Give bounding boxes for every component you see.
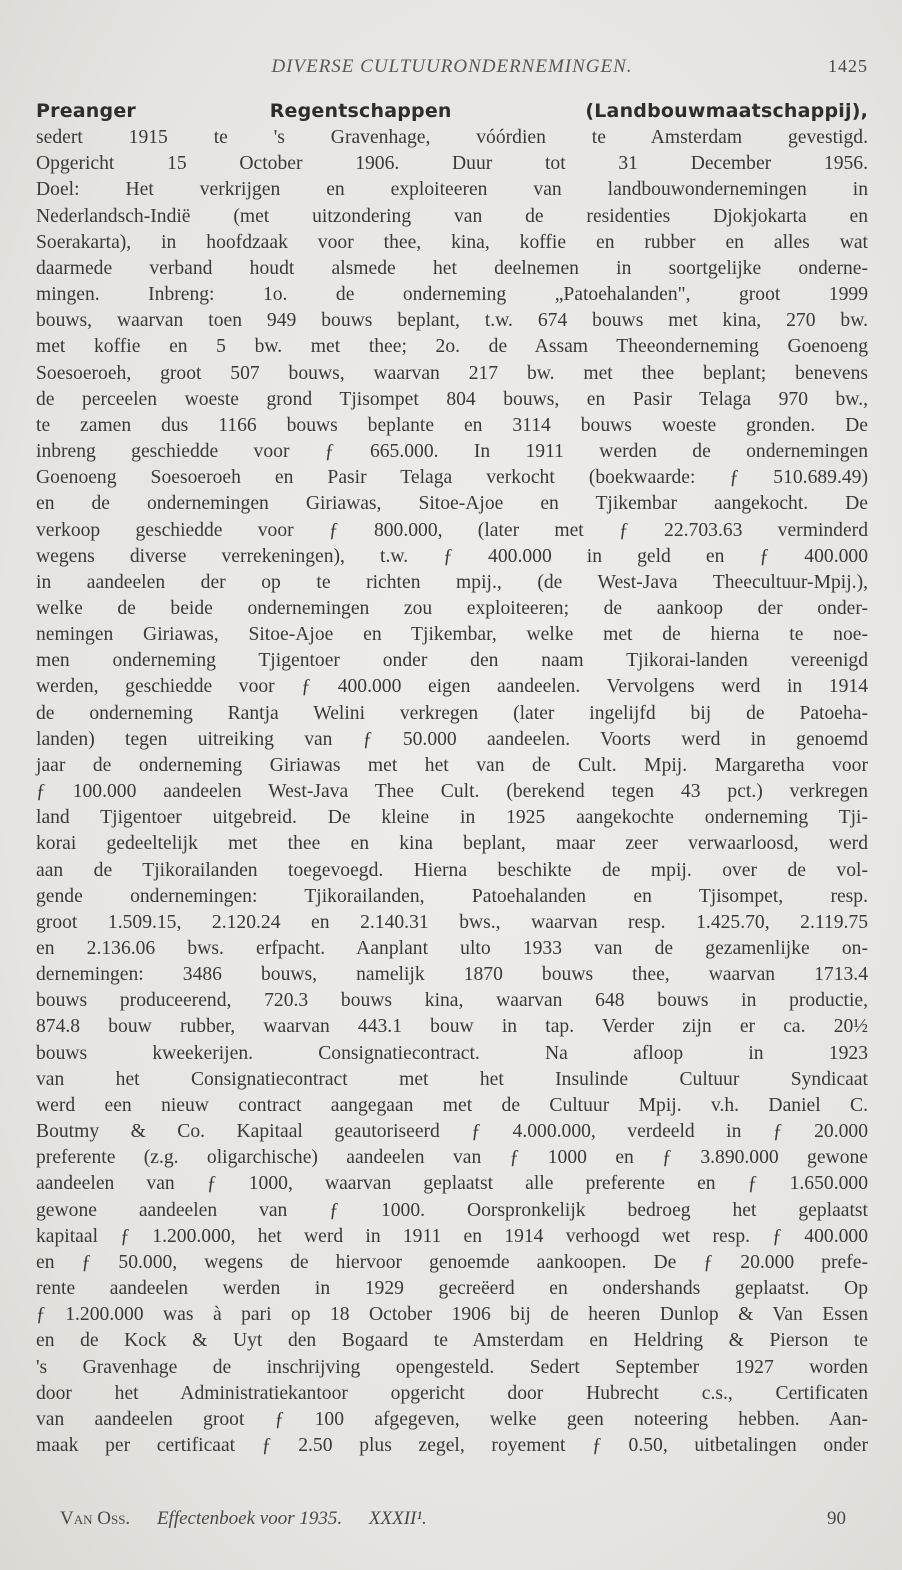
text-line: Goenoeng Soesoeroeh en Pasir Telaga verkocht (boekwaarde: ƒ 510.689.49) <box>36 467 868 489</box>
text-line: bouws produceerend, 720.3 bouws kina, waarvan 648 bouws in productie, <box>36 990 868 1012</box>
text-line: door het Administratiekantoor opgericht door Hubrecht c.s., Certificaten <box>36 1382 868 1404</box>
text-line: mingen. Inbreng: 1o. de onderneming „Patoehalanden", groot 1999 <box>36 284 868 306</box>
text-line: inbreng geschiedde voor ƒ 665.000. In 1911 werden de ondernemingen <box>36 441 868 463</box>
text-line: ƒ 1.200.000 was à pari op 18 October 1906 bij de heeren Dunlop & Van Essen <box>36 1304 868 1326</box>
footer-title: Effectenboek voor 1935. <box>156 1508 343 1529</box>
text-line: dernemingen: 3486 bouws, namelijk 1870 bouws thee, waarvan 1713.4 <box>36 964 868 986</box>
text-line: aandeelen van ƒ 1000, waarvan geplaatst alle preferente en ƒ 1.650.000 <box>36 1173 868 1195</box>
text-line: verkoop geschiedde voor ƒ 800.000, (later met ƒ 22.703.63 verminderd <box>36 519 868 541</box>
text-line: preferente (z.g. oligarchische) aandeelen van ƒ 1000 en ƒ 3.890.000 gewone <box>36 1147 868 1169</box>
text-line: landen) tegen uitreiking van ƒ 50.000 aandeelen. Voorts werd in genoemd <box>36 728 868 750</box>
text-line: rente aandeelen werden in 1929 gecreëerd en ondershands geplaatst. Op <box>36 1278 868 1300</box>
text-line: werd een nieuw contract aangegaan met de Cultuur Mpij. v.h. Daniel C. <box>36 1094 868 1116</box>
text-line: Boutmy & Co. Kapitaal geautoriseerd ƒ 4.000.000, verdeeld in ƒ 20.000 <box>36 1121 868 1143</box>
text-line: Soerakarta), in hoofdzaak voor thee, kina, koffie en rubber en alles wat <box>36 231 868 253</box>
text-line: Soesoeroeh, groot 507 bouws, waarvan 217 bw. met thee beplant; benevens <box>36 362 868 384</box>
text-line: welke de beide ondernemingen zou exploiteeren; de aankoop der onder- <box>36 597 868 619</box>
text-line: wegens diverse verrekeningen), t.w. ƒ 400.000 in geld en ƒ 400.000 <box>36 545 868 567</box>
text-line: groot 1.509.15, 2.120.24 en 2.140.31 bws., waarvan resp. 1.425.70, 2.119.75 <box>36 911 868 933</box>
company-heading-line <box>36 98 868 125</box>
text-line: men onderneming Tjigentoer onder den naam Tjikorai-landen vereenigd <box>36 650 868 672</box>
text-line: jaar de onderneming Giriawas met het van de Cult. Mpij. Margaretha voor <box>36 754 868 776</box>
text-line: 's Gravenhage de inschrijving opengesteld. Sedert September 1927 worden <box>36 1356 868 1378</box>
text-line: werden, geschiedde voor ƒ 400.000 eigen aandeelen. Vervolgens werd in 1914 <box>36 676 868 698</box>
text-line: Doel: Het verkrijgen en exploiteeren van landbouwondernemingen in <box>36 179 868 201</box>
text-line: de perceelen woeste grond Tjisompet 804 bouws, en Pasir Telaga 970 bw., <box>36 388 868 410</box>
text-line: en ƒ 50.000, wegens de hiervoor genoemde aankoopen. De ƒ 20.000 prefe- <box>36 1251 868 1273</box>
text-line: de onderneming Rantja Welini verkregen (later ingelijfd bij de Patoeha- <box>36 702 868 724</box>
text-line: bouws kweekerijen. Consignatiecontract. Na afloop in 1923 <box>36 1042 868 1064</box>
text-line: gende ondernemingen: Tjikorailanden, Patoehalanden en Tjisompet, resp. <box>36 885 868 907</box>
text-line: en de ondernemingen Giriawas, Sitoe-Ajoe en Tjikembar aangekocht. De <box>36 493 868 515</box>
running-title: DIVERSE CULTUURONDERNEMINGEN. <box>271 56 633 77</box>
text-line: Opgericht 15 October 1906. Duur tot 31 December 1956. <box>36 153 868 175</box>
footer-author: Van Oss. <box>60 1508 131 1529</box>
text-line: met koffie en 5 bw. met thee; 2o. de Assam Theeonderneming Goenoeng <box>36 336 868 358</box>
text-line: bouws, waarvan toen 949 bouws beplant, t.w. 674 bouws met kina, 270 bw. <box>36 310 868 332</box>
text-line: te zamen dus 1166 bouws beplante en 3114 bouws woeste gronden. De <box>36 414 868 436</box>
text-line: en 2.136.06 bws. erfpacht. Aanplant ulto 1933 van de gezamenlijke on- <box>36 938 868 959</box>
text-line: land Tjigentoer uitgebreid. De kleine in 1925 aangekochte onderneming Tji- <box>36 807 868 829</box>
page-footer <box>60 1508 846 1530</box>
running-header <box>36 56 868 90</box>
text-line: sedert 1915 te 's Gravenhage, vóórdien te Amsterdam gevestigd. <box>36 127 868 149</box>
text-line: ƒ 100.000 aandeelen West-Java Thee Cult. (berekend tegen 43 pct.) verkregen <box>36 781 868 803</box>
text-line: van aandeelen groot ƒ 100 afgegeven, welke geen noteering hebben. Aan- <box>36 1408 868 1430</box>
text-line: daarmede verband houdt alsmede het deelnemen in soortgelijke onderne- <box>36 257 868 279</box>
text-line: en de Kock & Uyt den Bogaard te Amsterdam en Heldring & Pierson te <box>36 1330 868 1352</box>
page-number: 1425 <box>828 56 868 76</box>
text-lines <box>36 125 868 1459</box>
text-line: nemingen Giriawas, Sitoe-Ajoe en Tjikembar, welke met de hierna te noe- <box>36 624 868 646</box>
text-line: maak per certificaat ƒ 2.50 plus zegel, royement ƒ 0.50, uitbetalingen onder <box>36 1434 868 1456</box>
text-line: van het Consignatiecontract met het Insulinde Cultuur Syndicaat <box>36 1068 868 1090</box>
text-line: Nederlandsch-Indië (met uitzondering van de residenties Djokjokarta en <box>36 205 868 227</box>
text-line: aan de Tjikorailanden toegevoegd. Hierna beschikte de mpij. over de vol- <box>36 859 868 881</box>
text-line: in aandeelen der op te richten mpij., (de West-Java Theecultuur-Mpij.), <box>36 571 868 593</box>
footer-volume: XXXII¹. <box>368 1508 427 1529</box>
text-line: 874.8 bouw rubber, waarvan 443.1 bouw in tap. Verder zijn er ca. 20½ <box>36 1016 868 1038</box>
text-line: gewone aandeelen van ƒ 1000. Oorspronkelijk bedroeg het geplaatst <box>36 1199 868 1221</box>
text-line: kapitaal ƒ 1.200.000, het werd in 1911 en 1914 verhoogd wet resp. ƒ 400.000 <box>36 1225 868 1247</box>
text-line: korai gedeeltelijk met thee en kina beplant, maar zeer verwaarloosd, werd <box>36 833 868 855</box>
footer-sheet-number: 90 <box>827 1508 846 1529</box>
company-name: Preanger Regentschappen (Landbouwmaatschappij), <box>36 100 868 122</box>
article-body <box>36 98 868 1459</box>
